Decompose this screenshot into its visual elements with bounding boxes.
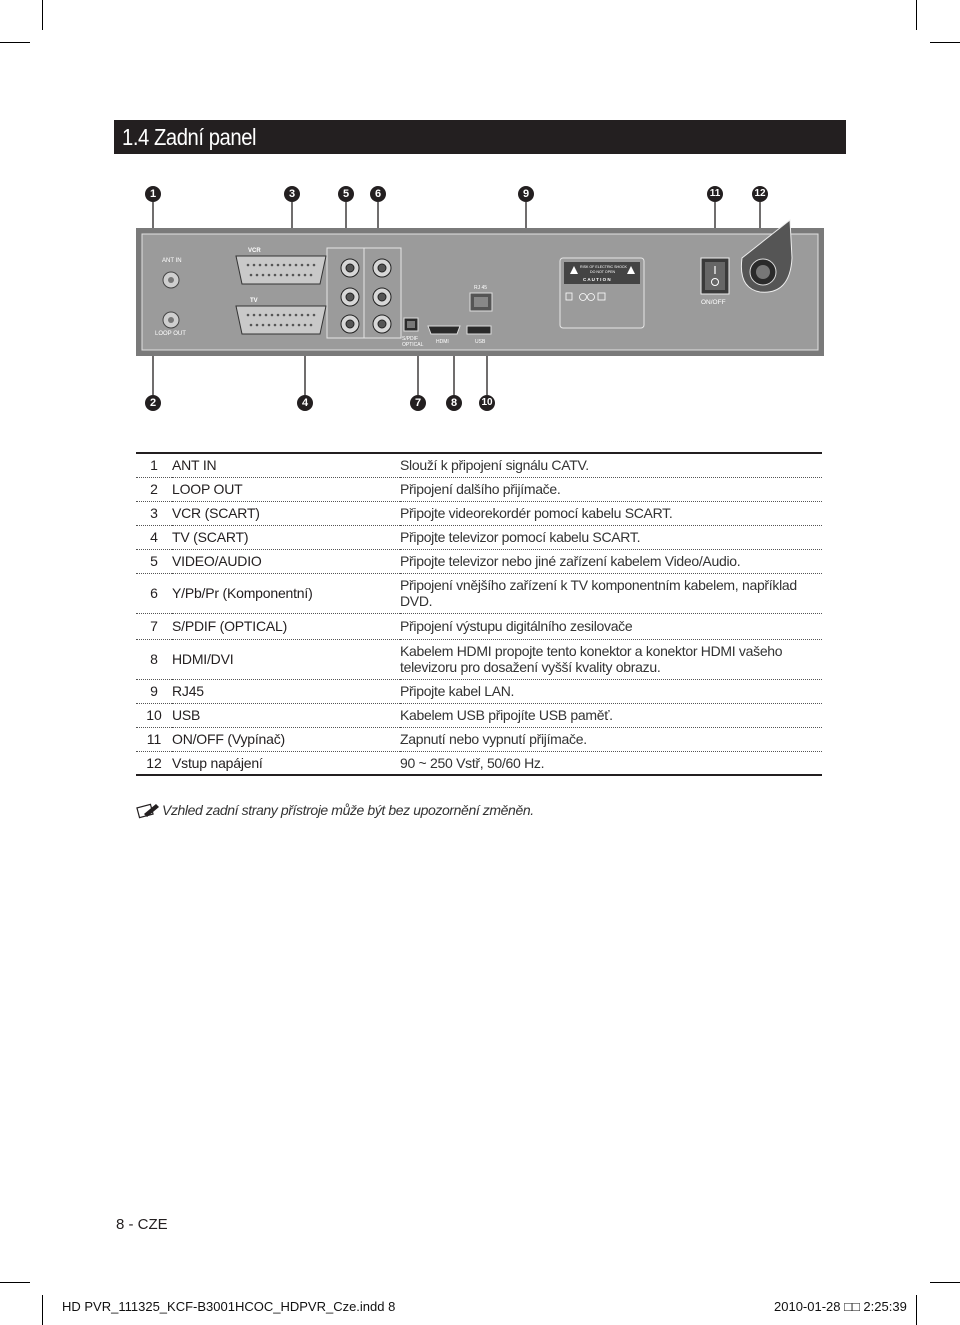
row-number: 6 <box>150 585 158 601</box>
table-row <box>136 727 822 751</box>
table-row <box>136 639 822 679</box>
row-number: 7 <box>150 618 158 634</box>
connector-name: ANT IN <box>172 457 217 474</box>
table-row <box>136 549 822 573</box>
connector-description: Připojení dalšího přijímače. <box>400 481 561 497</box>
connector-description: Kabelem USB připojíte USB paměť. <box>400 707 613 723</box>
table-row <box>136 751 822 775</box>
connector-name: S/PDIF (OPTICAL) <box>172 618 288 634</box>
spdif-label-line1: S/PDIF <box>402 336 419 342</box>
connector-name: VCR (SCART) <box>172 505 260 521</box>
row-number: 12 <box>146 754 162 771</box>
loop-out-label: LOOP OUT <box>155 331 186 337</box>
callout-4: 4 <box>297 395 313 411</box>
onoff-label: ON/OFF <box>701 299 726 306</box>
crop-mark <box>42 1295 43 1325</box>
connector-name: Y/Pb/Pr (Komponentní) <box>172 585 313 601</box>
connector-name: VIDEO/AUDIO <box>172 553 262 569</box>
table-row <box>136 703 822 727</box>
connector-name: LOOP OUT <box>172 481 243 497</box>
connector-name: RJ45 <box>172 683 204 699</box>
connector-description: 90 ~ 250 Vstř, 50/60 Hz. <box>400 754 545 771</box>
connector-description: Připojte televizor pomocí kabelu SCART. <box>400 529 641 545</box>
callout-3: 3 <box>284 186 300 202</box>
callout-10: 10 <box>479 395 495 411</box>
rear-panel-diagram <box>0 0 960 430</box>
callout-5: 5 <box>338 186 354 202</box>
callout-7: 7 <box>410 395 426 411</box>
row-number: 3 <box>150 505 158 521</box>
connector-description: Připojte videorekordér pomocí kabelu SCART. <box>400 505 673 521</box>
tv-label: TV <box>250 298 258 304</box>
slug-filename: HD PVR_111325_KCF-B3001HCOC_HDPVR_Cze.indd 8 <box>62 1299 396 1314</box>
note-text: Vzhled zadní strany přístroje může být bez upozornění změněn. <box>162 802 534 819</box>
connector-name: Vstup napájení <box>172 754 263 771</box>
caution-text: C A U T I O N <box>583 277 611 282</box>
connector-name: TV (SCART) <box>172 529 249 545</box>
vcr-label: VCR <box>248 248 261 254</box>
callout-12: 12 <box>752 186 768 202</box>
connector-description: Zapnutí nebo vypnutí přijímače. <box>400 731 587 747</box>
callout-11: 11 <box>707 186 723 202</box>
connector-description: Připojení vnějšího zařízení k TV komponentním kabelem, například DVD. <box>400 577 797 609</box>
row-number: 9 <box>150 683 158 699</box>
table-row <box>136 453 822 477</box>
table-row <box>136 613 822 639</box>
row-number: 11 <box>146 731 162 747</box>
connector-name: ON/OFF (Vypínač) <box>172 731 285 747</box>
connector-description: Připojení výstupu digitálního zesilovače <box>400 618 633 634</box>
usb-label: USB <box>475 339 486 345</box>
note-pencil-icon <box>136 800 162 823</box>
connector-name: HDMI/DVI <box>172 651 234 667</box>
warning-line1: RISK OF ELECTRIC SHOCK <box>580 265 627 269</box>
row-number: 10 <box>146 707 162 723</box>
callout-8: 8 <box>446 395 462 411</box>
callout-1: 1 <box>145 186 161 202</box>
connector-description: Připojte kabel LAN. <box>400 683 515 699</box>
connector-table <box>136 452 822 776</box>
page-number: 8 - CZE <box>116 1216 168 1233</box>
table-row <box>136 501 822 525</box>
row-number: 1 <box>150 457 158 474</box>
connector-description: Kabelem HDMI propojte tento konektor a konektor HDMI vašeho televizoru pro dosažení vyšší kvality obrazu. <box>400 643 783 675</box>
table-row <box>136 477 822 501</box>
ant-in-label: ANT IN <box>162 258 182 264</box>
rj45-label: RJ 45 <box>474 285 488 291</box>
row-number: 4 <box>150 529 158 545</box>
section-title: 1.4 Zadní panel <box>122 124 257 150</box>
crop-mark <box>916 1295 917 1325</box>
table-row <box>136 679 822 703</box>
crop-mark <box>0 1282 30 1283</box>
warning-line2: DO NOT OPEN <box>590 270 616 274</box>
connector-name: USB <box>172 707 201 723</box>
connector-description: Slouží k připojení signálu CATV. <box>400 457 589 474</box>
callout-6: 6 <box>370 186 386 202</box>
slug-date: 2010-01-28 □□ 2:25:39 <box>774 1299 907 1314</box>
crop-mark <box>930 1282 960 1283</box>
row-number: 8 <box>150 651 158 667</box>
row-number: 5 <box>150 553 158 569</box>
table-row <box>136 525 822 549</box>
spdif-label-line2: OPTICAL <box>402 342 424 348</box>
hdmi-label: HDMI <box>436 339 449 345</box>
row-number: 2 <box>150 481 158 497</box>
connector-description: Připojte televizor nebo jiné zařízení kabelem Video/Audio. <box>400 553 741 569</box>
callout-2: 2 <box>145 395 161 411</box>
callout-9: 9 <box>518 186 534 202</box>
table-row <box>136 573 822 613</box>
note <box>136 800 534 823</box>
